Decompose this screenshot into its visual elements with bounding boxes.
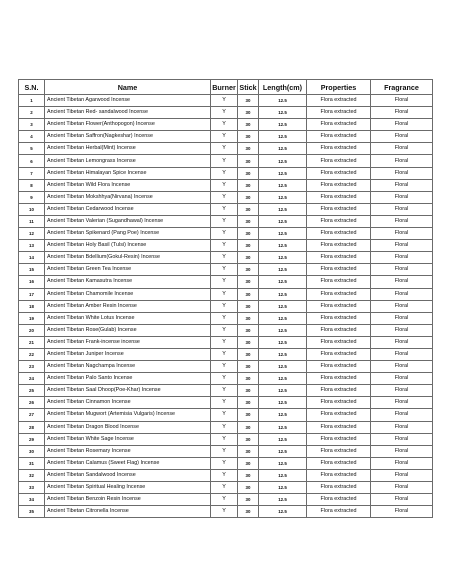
cell-stick: 30 (238, 312, 259, 324)
cell-sn: 2 (19, 107, 45, 119)
cell-properties: Flora extracted (307, 228, 371, 240)
cell-sn: 18 (19, 300, 45, 312)
cell-burner: Y (211, 228, 238, 240)
cell-stick: 30 (238, 131, 259, 143)
cell-length: 12.5 (259, 228, 307, 240)
cell-sn: 31 (19, 457, 45, 469)
cell-properties: Flora extracted (307, 348, 371, 360)
table-row (19, 397, 433, 409)
cell-properties: Flora extracted (307, 300, 371, 312)
table-row (19, 288, 433, 300)
table-row (19, 312, 433, 324)
cell-fragrance: Floral (371, 494, 433, 506)
cell-name: Ancient Tibetan Rosemary Incense (45, 445, 211, 457)
table-row (19, 421, 433, 433)
cell-fragrance: Floral (371, 203, 433, 215)
cell-length: 12.5 (259, 494, 307, 506)
cell-properties: Flora extracted (307, 264, 371, 276)
cell-name: Ancient Tibetan Saal Dhoop(Poe-Khar) Incense (45, 385, 211, 397)
table-row (19, 203, 433, 215)
cell-burner: Y (211, 482, 238, 494)
table-row (19, 228, 433, 240)
cell-properties: Flora extracted (307, 215, 371, 227)
cell-stick: 30 (238, 276, 259, 288)
cell-sn: 11 (19, 215, 45, 227)
cell-name: Ancient Tibetan Mokshhya(Nirvana) Incense (45, 191, 211, 203)
cell-length: 12.5 (259, 421, 307, 433)
cell-length: 12.5 (259, 409, 307, 421)
cell-fragrance: Floral (371, 252, 433, 264)
table-row (19, 336, 433, 348)
cell-burner: Y (211, 240, 238, 252)
cell-stick: 30 (238, 228, 259, 240)
cell-sn: 9 (19, 191, 45, 203)
cell-properties: Flora extracted (307, 276, 371, 288)
cell-properties: Flora extracted (307, 385, 371, 397)
cell-name: Ancient Tibetan Benzoin Resin Incense (45, 494, 211, 506)
cell-length: 12.5 (259, 324, 307, 336)
cell-stick: 30 (238, 215, 259, 227)
table-row (19, 131, 433, 143)
cell-fragrance: Floral (371, 324, 433, 336)
cell-stick: 30 (238, 191, 259, 203)
cell-name: Ancient Tibetan Himalayan Spice Incense (45, 167, 211, 179)
cell-properties: Flora extracted (307, 373, 371, 385)
cell-burner: Y (211, 433, 238, 445)
cell-burner: Y (211, 276, 238, 288)
cell-stick: 30 (238, 179, 259, 191)
cell-fragrance: Floral (371, 385, 433, 397)
cell-burner: Y (211, 215, 238, 227)
table-row (19, 324, 433, 336)
cell-length: 12.5 (259, 107, 307, 119)
cell-fragrance: Floral (371, 421, 433, 433)
cell-name: Ancient Tibetan Flower(Anthopogon) Incense (45, 119, 211, 131)
cell-sn: 6 (19, 155, 45, 167)
cell-stick: 30 (238, 119, 259, 131)
cell-fragrance: Floral (371, 107, 433, 119)
table-row (19, 95, 433, 107)
cell-sn: 1 (19, 95, 45, 107)
cell-properties: Flora extracted (307, 469, 371, 481)
cell-burner: Y (211, 288, 238, 300)
cell-sn: 19 (19, 312, 45, 324)
cell-properties: Flora extracted (307, 361, 371, 373)
cell-properties: Flora extracted (307, 131, 371, 143)
cell-fragrance: Floral (371, 167, 433, 179)
cell-name: Ancient Tibetan White Lotus Incense (45, 312, 211, 324)
cell-burner: Y (211, 457, 238, 469)
cell-fragrance: Floral (371, 276, 433, 288)
table-row (19, 167, 433, 179)
table-row (19, 276, 433, 288)
cell-properties: Flora extracted (307, 506, 371, 518)
cell-fragrance: Floral (371, 191, 433, 203)
cell-fragrance: Floral (371, 155, 433, 167)
header-row (19, 80, 433, 95)
cell-sn: 32 (19, 469, 45, 481)
cell-properties: Flora extracted (307, 252, 371, 264)
cell-length: 12.5 (259, 385, 307, 397)
table-row (19, 445, 433, 457)
cell-name: Ancient Tibetan Herbal(Mint) Incense (45, 143, 211, 155)
cell-name: Ancient Tibetan Nagchampa Incense (45, 361, 211, 373)
table-row (19, 191, 433, 203)
cell-sn: 3 (19, 119, 45, 131)
cell-length: 12.5 (259, 203, 307, 215)
cell-length: 12.5 (259, 457, 307, 469)
cell-fragrance: Floral (371, 336, 433, 348)
cell-stick: 30 (238, 288, 259, 300)
cell-fragrance: Floral (371, 131, 433, 143)
cell-length: 12.5 (259, 445, 307, 457)
header-length: Length(cm) (259, 80, 307, 95)
cell-stick: 30 (238, 167, 259, 179)
cell-fragrance: Floral (371, 264, 433, 276)
table-row (19, 107, 433, 119)
table-row (19, 506, 433, 518)
cell-fragrance: Floral (371, 143, 433, 155)
cell-fragrance: Floral (371, 457, 433, 469)
cell-length: 12.5 (259, 469, 307, 481)
cell-stick: 30 (238, 336, 259, 348)
cell-burner: Y (211, 361, 238, 373)
cell-sn: 22 (19, 348, 45, 360)
table-row (19, 143, 433, 155)
header-burner: Burner (211, 80, 238, 95)
cell-fragrance: Floral (371, 397, 433, 409)
cell-name: Ancient Tibetan Chamomile Incense (45, 288, 211, 300)
cell-length: 12.5 (259, 95, 307, 107)
cell-stick: 30 (238, 397, 259, 409)
cell-length: 12.5 (259, 167, 307, 179)
cell-properties: Flora extracted (307, 457, 371, 469)
table-row (19, 361, 433, 373)
cell-sn: 12 (19, 228, 45, 240)
table-row (19, 252, 433, 264)
cell-sn: 29 (19, 433, 45, 445)
cell-properties: Flora extracted (307, 107, 371, 119)
cell-length: 12.5 (259, 336, 307, 348)
cell-stick: 30 (238, 252, 259, 264)
cell-burner: Y (211, 373, 238, 385)
cell-fragrance: Floral (371, 469, 433, 481)
header-name: Name (45, 80, 211, 95)
cell-properties: Flora extracted (307, 336, 371, 348)
cell-burner: Y (211, 445, 238, 457)
cell-properties: Flora extracted (307, 409, 371, 421)
cell-stick: 30 (238, 240, 259, 252)
cell-properties: Flora extracted (307, 445, 371, 457)
cell-fragrance: Floral (371, 482, 433, 494)
table-row (19, 155, 433, 167)
cell-sn: 23 (19, 361, 45, 373)
table-row (19, 264, 433, 276)
table-row (19, 373, 433, 385)
cell-fragrance: Floral (371, 506, 433, 518)
cell-burner: Y (211, 107, 238, 119)
cell-name: Ancient Tibetan Mugwort (Artemisia Vulgaris) Incense (45, 409, 211, 421)
cell-stick: 30 (238, 506, 259, 518)
cell-sn: 14 (19, 252, 45, 264)
cell-properties: Flora extracted (307, 191, 371, 203)
cell-name: Ancient Tibetan Rose(Gulab) Incense (45, 324, 211, 336)
cell-fragrance: Floral (371, 409, 433, 421)
cell-length: 12.5 (259, 506, 307, 518)
cell-name: Ancient Tibetan Frank-incense incense (45, 336, 211, 348)
cell-name: Ancient Tibetan Spikenard (Pang Poe) Incense (45, 228, 211, 240)
cell-burner: Y (211, 312, 238, 324)
cell-burner: Y (211, 506, 238, 518)
cell-stick: 30 (238, 155, 259, 167)
cell-name: Ancient Tibetan Calamus (Sweet Flag) Incense (45, 457, 211, 469)
cell-properties: Flora extracted (307, 433, 371, 445)
cell-name: Ancient Tibetan Cinnamon Incense (45, 397, 211, 409)
cell-burner: Y (211, 143, 238, 155)
table-row (19, 482, 433, 494)
cell-length: 12.5 (259, 264, 307, 276)
table-row (19, 240, 433, 252)
table-row (19, 179, 433, 191)
cell-length: 12.5 (259, 155, 307, 167)
cell-name: Ancient Tibetan Red- sandalwood Incense (45, 107, 211, 119)
cell-length: 12.5 (259, 179, 307, 191)
cell-name: Ancient Tibetan White Sage Incense (45, 433, 211, 445)
cell-sn: 7 (19, 167, 45, 179)
cell-length: 12.5 (259, 288, 307, 300)
cell-burner: Y (211, 348, 238, 360)
cell-name: Ancient Tibetan Citronella Incense (45, 506, 211, 518)
cell-burner: Y (211, 203, 238, 215)
cell-burner: Y (211, 131, 238, 143)
cell-burner: Y (211, 95, 238, 107)
cell-length: 12.5 (259, 131, 307, 143)
cell-sn: 16 (19, 276, 45, 288)
cell-name: Ancient Tibetan Agarwood Incense (45, 95, 211, 107)
cell-sn: 33 (19, 482, 45, 494)
cell-name: Ancient Tibetan Saffron(Nagkeshar) Incense (45, 131, 211, 143)
cell-properties: Flora extracted (307, 288, 371, 300)
cell-length: 12.5 (259, 373, 307, 385)
cell-sn: 28 (19, 421, 45, 433)
cell-stick: 30 (238, 457, 259, 469)
cell-burner: Y (211, 336, 238, 348)
table-row (19, 300, 433, 312)
cell-stick: 30 (238, 409, 259, 421)
cell-fragrance: Floral (371, 373, 433, 385)
cell-stick: 30 (238, 361, 259, 373)
cell-sn: 8 (19, 179, 45, 191)
cell-burner: Y (211, 264, 238, 276)
cell-length: 12.5 (259, 397, 307, 409)
cell-stick: 30 (238, 373, 259, 385)
cell-name: Ancient Tibetan Kamasutra Incense (45, 276, 211, 288)
cell-burner: Y (211, 300, 238, 312)
cell-burner: Y (211, 119, 238, 131)
cell-sn: 17 (19, 288, 45, 300)
cell-stick: 30 (238, 300, 259, 312)
cell-sn: 26 (19, 397, 45, 409)
cell-length: 12.5 (259, 433, 307, 445)
cell-length: 12.5 (259, 191, 307, 203)
cell-properties: Flora extracted (307, 119, 371, 131)
table-row (19, 119, 433, 131)
table-row (19, 215, 433, 227)
cell-fragrance: Floral (371, 445, 433, 457)
cell-length: 12.5 (259, 143, 307, 155)
header-stick: Stick (238, 80, 259, 95)
cell-stick: 30 (238, 482, 259, 494)
cell-length: 12.5 (259, 215, 307, 227)
header-sn: S.N. (19, 80, 45, 95)
header-fragrance: Fragrance (371, 80, 433, 95)
cell-sn: 15 (19, 264, 45, 276)
cell-stick: 30 (238, 324, 259, 336)
cell-stick: 30 (238, 264, 259, 276)
table-row (19, 385, 433, 397)
cell-properties: Flora extracted (307, 167, 371, 179)
cell-length: 12.5 (259, 361, 307, 373)
cell-fragrance: Floral (371, 433, 433, 445)
cell-name: Ancient Tibetan Juniper Incense (45, 348, 211, 360)
cell-length: 12.5 (259, 348, 307, 360)
cell-stick: 30 (238, 469, 259, 481)
cell-burner: Y (211, 191, 238, 203)
cell-length: 12.5 (259, 276, 307, 288)
cell-properties: Flora extracted (307, 143, 371, 155)
cell-properties: Flora extracted (307, 95, 371, 107)
cell-stick: 30 (238, 421, 259, 433)
cell-name: Ancient Tibetan Palo Santo Incense (45, 373, 211, 385)
table-row (19, 409, 433, 421)
cell-stick: 30 (238, 445, 259, 457)
cell-properties: Flora extracted (307, 312, 371, 324)
cell-length: 12.5 (259, 119, 307, 131)
cell-stick: 30 (238, 107, 259, 119)
cell-sn: 21 (19, 336, 45, 348)
cell-sn: 13 (19, 240, 45, 252)
cell-fragrance: Floral (371, 300, 433, 312)
cell-fragrance: Floral (371, 361, 433, 373)
cell-stick: 30 (238, 433, 259, 445)
cell-fragrance: Floral (371, 312, 433, 324)
cell-burner: Y (211, 167, 238, 179)
cell-burner: Y (211, 155, 238, 167)
cell-name: Ancient Tibetan Valerian (Sugandhawal) Incense (45, 215, 211, 227)
cell-fragrance: Floral (371, 179, 433, 191)
cell-properties: Flora extracted (307, 203, 371, 215)
cell-burner: Y (211, 469, 238, 481)
cell-stick: 30 (238, 143, 259, 155)
cell-fragrance: Floral (371, 240, 433, 252)
header-properties: Properties (307, 80, 371, 95)
cell-name: Ancient Tibetan Wild Flora Incense (45, 179, 211, 191)
cell-fragrance: Floral (371, 95, 433, 107)
cell-fragrance: Floral (371, 215, 433, 227)
cell-name: Ancient Tibetan Bdellium(Gokul-Resin) Incense (45, 252, 211, 264)
cell-properties: Flora extracted (307, 324, 371, 336)
cell-sn: 4 (19, 131, 45, 143)
cell-name: Ancient Tibetan Sandalwood Incense (45, 469, 211, 481)
cell-fragrance: Floral (371, 119, 433, 131)
table-row (19, 494, 433, 506)
cell-name: Ancient Tibetan Dragon Blood Incense (45, 421, 211, 433)
cell-sn: 25 (19, 385, 45, 397)
cell-properties: Flora extracted (307, 240, 371, 252)
cell-burner: Y (211, 324, 238, 336)
cell-sn: 34 (19, 494, 45, 506)
cell-properties: Flora extracted (307, 482, 371, 494)
cell-sn: 20 (19, 324, 45, 336)
table-row (19, 348, 433, 360)
cell-properties: Flora extracted (307, 494, 371, 506)
cell-name: Ancient Tibetan Holy Basil (Tulsi) Incense (45, 240, 211, 252)
cell-sn: 10 (19, 203, 45, 215)
cell-burner: Y (211, 179, 238, 191)
cell-name: Ancient Tibetan Green Tea Incense (45, 264, 211, 276)
incense-table (18, 79, 433, 518)
cell-properties: Flora extracted (307, 155, 371, 167)
cell-length: 12.5 (259, 482, 307, 494)
cell-sn: 27 (19, 409, 45, 421)
cell-properties: Flora extracted (307, 421, 371, 433)
cell-name: Ancient Tibetan Cedarwood Incense (45, 203, 211, 215)
cell-stick: 30 (238, 494, 259, 506)
cell-burner: Y (211, 421, 238, 433)
cell-fragrance: Floral (371, 228, 433, 240)
cell-burner: Y (211, 252, 238, 264)
cell-sn: 5 (19, 143, 45, 155)
cell-length: 12.5 (259, 252, 307, 264)
cell-burner: Y (211, 397, 238, 409)
cell-name: Ancient Tibetan Spiritual Healing Incense (45, 482, 211, 494)
table-row (19, 457, 433, 469)
cell-properties: Flora extracted (307, 397, 371, 409)
cell-burner: Y (211, 494, 238, 506)
table-row (19, 433, 433, 445)
cell-fragrance: Floral (371, 288, 433, 300)
cell-stick: 30 (238, 203, 259, 215)
cell-properties: Flora extracted (307, 179, 371, 191)
cell-length: 12.5 (259, 312, 307, 324)
cell-burner: Y (211, 409, 238, 421)
cell-sn: 35 (19, 506, 45, 518)
cell-sn: 30 (19, 445, 45, 457)
cell-sn: 24 (19, 373, 45, 385)
cell-burner: Y (211, 385, 238, 397)
table-body (19, 95, 433, 518)
cell-stick: 30 (238, 348, 259, 360)
cell-stick: 30 (238, 95, 259, 107)
cell-name: Ancient Tibetan Lemongrass Incense (45, 155, 211, 167)
table-row (19, 469, 433, 481)
cell-name: Ancient Tibetan Amber Resin Incense (45, 300, 211, 312)
cell-fragrance: Floral (371, 348, 433, 360)
cell-length: 12.5 (259, 240, 307, 252)
cell-stick: 30 (238, 385, 259, 397)
cell-length: 12.5 (259, 300, 307, 312)
